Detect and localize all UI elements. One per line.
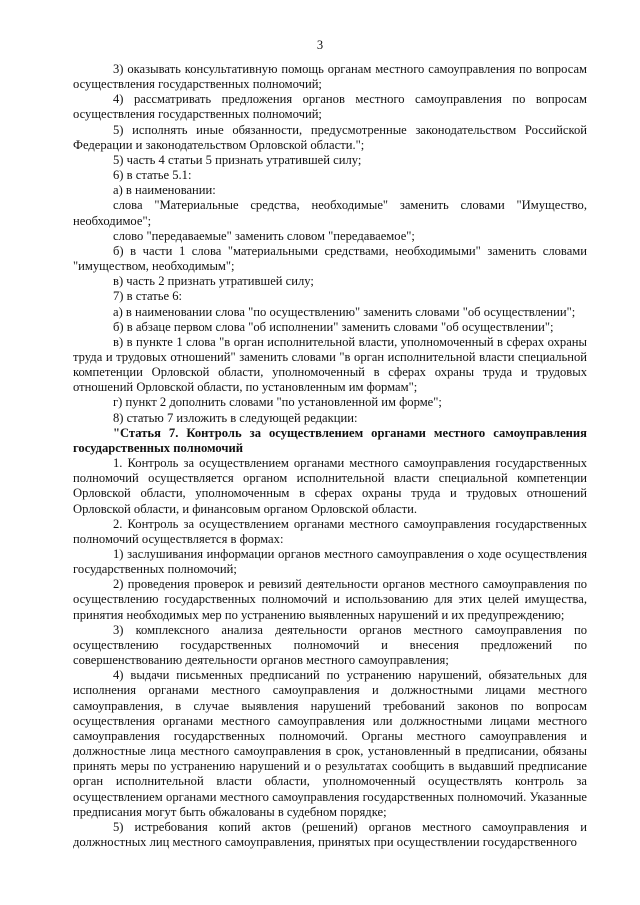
paragraph: 8) статью 7 изложить в следующей редакции: bbox=[113, 410, 358, 425]
paragraph: в) в пункте 1 слова "в орган исполнительной власти, уполномоченный в сферах охраны труда и трудовых отношений" заменить словами "в орган исполнительной власти специальной компетенции Орловской области, уполномоченный в сферах охраны труда и трудовых отношений Орловской области, по установленным им формам"; bbox=[73, 334, 587, 395]
paragraph: 1) заслушивания информации органов местного самоуправления о ходе осуществления государственных полномочий; bbox=[73, 547, 587, 577]
paragraph: г) пункт 2 дополнить словами "по установленной им форме"; bbox=[113, 395, 442, 410]
paragraph: в) часть 2 признать утратившей силу; bbox=[113, 274, 314, 289]
paragraph: слова "Материальные средства, необходимые" заменить словами "Имущество, необходимое"; bbox=[73, 198, 587, 228]
paragraph: 4) выдачи письменных предписаний по устранению нарушений, обязательных для исполнения органами местного самоуправления и должностными лицами местного самоуправления, в случае выявления нарушений требований законов по вопросам осуществления органами местного самоуправления или должностными лицами местного самоуправления государственных полномочий. Органы местного самоуправления и должностные лица местного самоуправления в срок, установленный в предписании, обязаны принять меры по устранению нарушений и о результатах сообщить в выдавший предписание орган исполнительной власти области, уполномоченный осуществлять контроль за осуществлением органами местного самоуправления государственных полномочий. Указанные предписания могут быть обжалованы в судебном порядке; bbox=[73, 668, 587, 819]
paragraph: 3) комплексного анализа деятельности органов местного самоуправления по осуществлению государственных полномочий и внесения предложений по совершенствованию деятельности органов местного самоуправления; bbox=[73, 622, 587, 668]
paragraph: 5) часть 4 статьи 5 признать утратившей силу; bbox=[113, 152, 362, 167]
paragraph: 5) исполнять иные обязанности, предусмотренные законодательством Российской Федерации и законодательством Орловской области."; bbox=[73, 122, 587, 152]
paragraph: 7) в статье 6: bbox=[113, 289, 183, 304]
page-number: 3 bbox=[316, 38, 324, 52]
paragraph: 2. Контроль за осуществлением органами местного самоуправления государственных полномочий осуществляется в формах: bbox=[73, 516, 587, 546]
paragraph: 3) оказывать консультативную помощь органам местного самоуправления по вопросам осуществления государственных полномочий; bbox=[73, 62, 587, 92]
paragraph: а) в наименовании слова "по осуществлению" заменить словами "об осуществлении"; bbox=[113, 304, 576, 319]
paragraph: б) в абзаце первом слова "об исполнении" заменить словами "об осуществлении"; bbox=[113, 319, 554, 334]
paragraph: 2) проведения проверок и ревизий деятельности органов местного самоуправления по осуществлению государственных полномочий и использованию для этих целей имущества, принятия необходимых мер по устранению выявленных нарушений и их предупреждению; bbox=[73, 577, 587, 622]
paragraph: 1. Контроль за осуществлением органами местного самоуправления государственных полномочий осуществляется органом исполнительной власти специальной компетенции Орловской области, уполномоченным в сферах охраны труда и трудовых отношений Орловской области, и финансовым органом Орловской области. bbox=[73, 456, 587, 516]
paragraph: 6) в статье 5.1: bbox=[113, 168, 192, 183]
paragraph: 5) истребования копий актов (решений) органов местного самоуправления и должностных лиц местного самоуправления, принятых при осуществлении государственного bbox=[73, 819, 587, 849]
article-heading: "Статья 7. Контроль за осуществлением органами местного самоуправления государственных полномочий bbox=[73, 425, 587, 455]
paragraph: слово "передаваемые" заменить словом "передаваемое"; bbox=[113, 228, 415, 243]
paragraph: 4) рассматривать предложения органов местного самоуправления по вопросам осуществления государственных полномочий; bbox=[73, 92, 587, 122]
paragraph: а) в наименовании: bbox=[113, 183, 216, 198]
document-body bbox=[73, 62, 587, 850]
paragraph: б) в части 1 слова "материальными средствами, необходимыми" заменить словами "имуществом, необходимым"; bbox=[73, 243, 587, 274]
